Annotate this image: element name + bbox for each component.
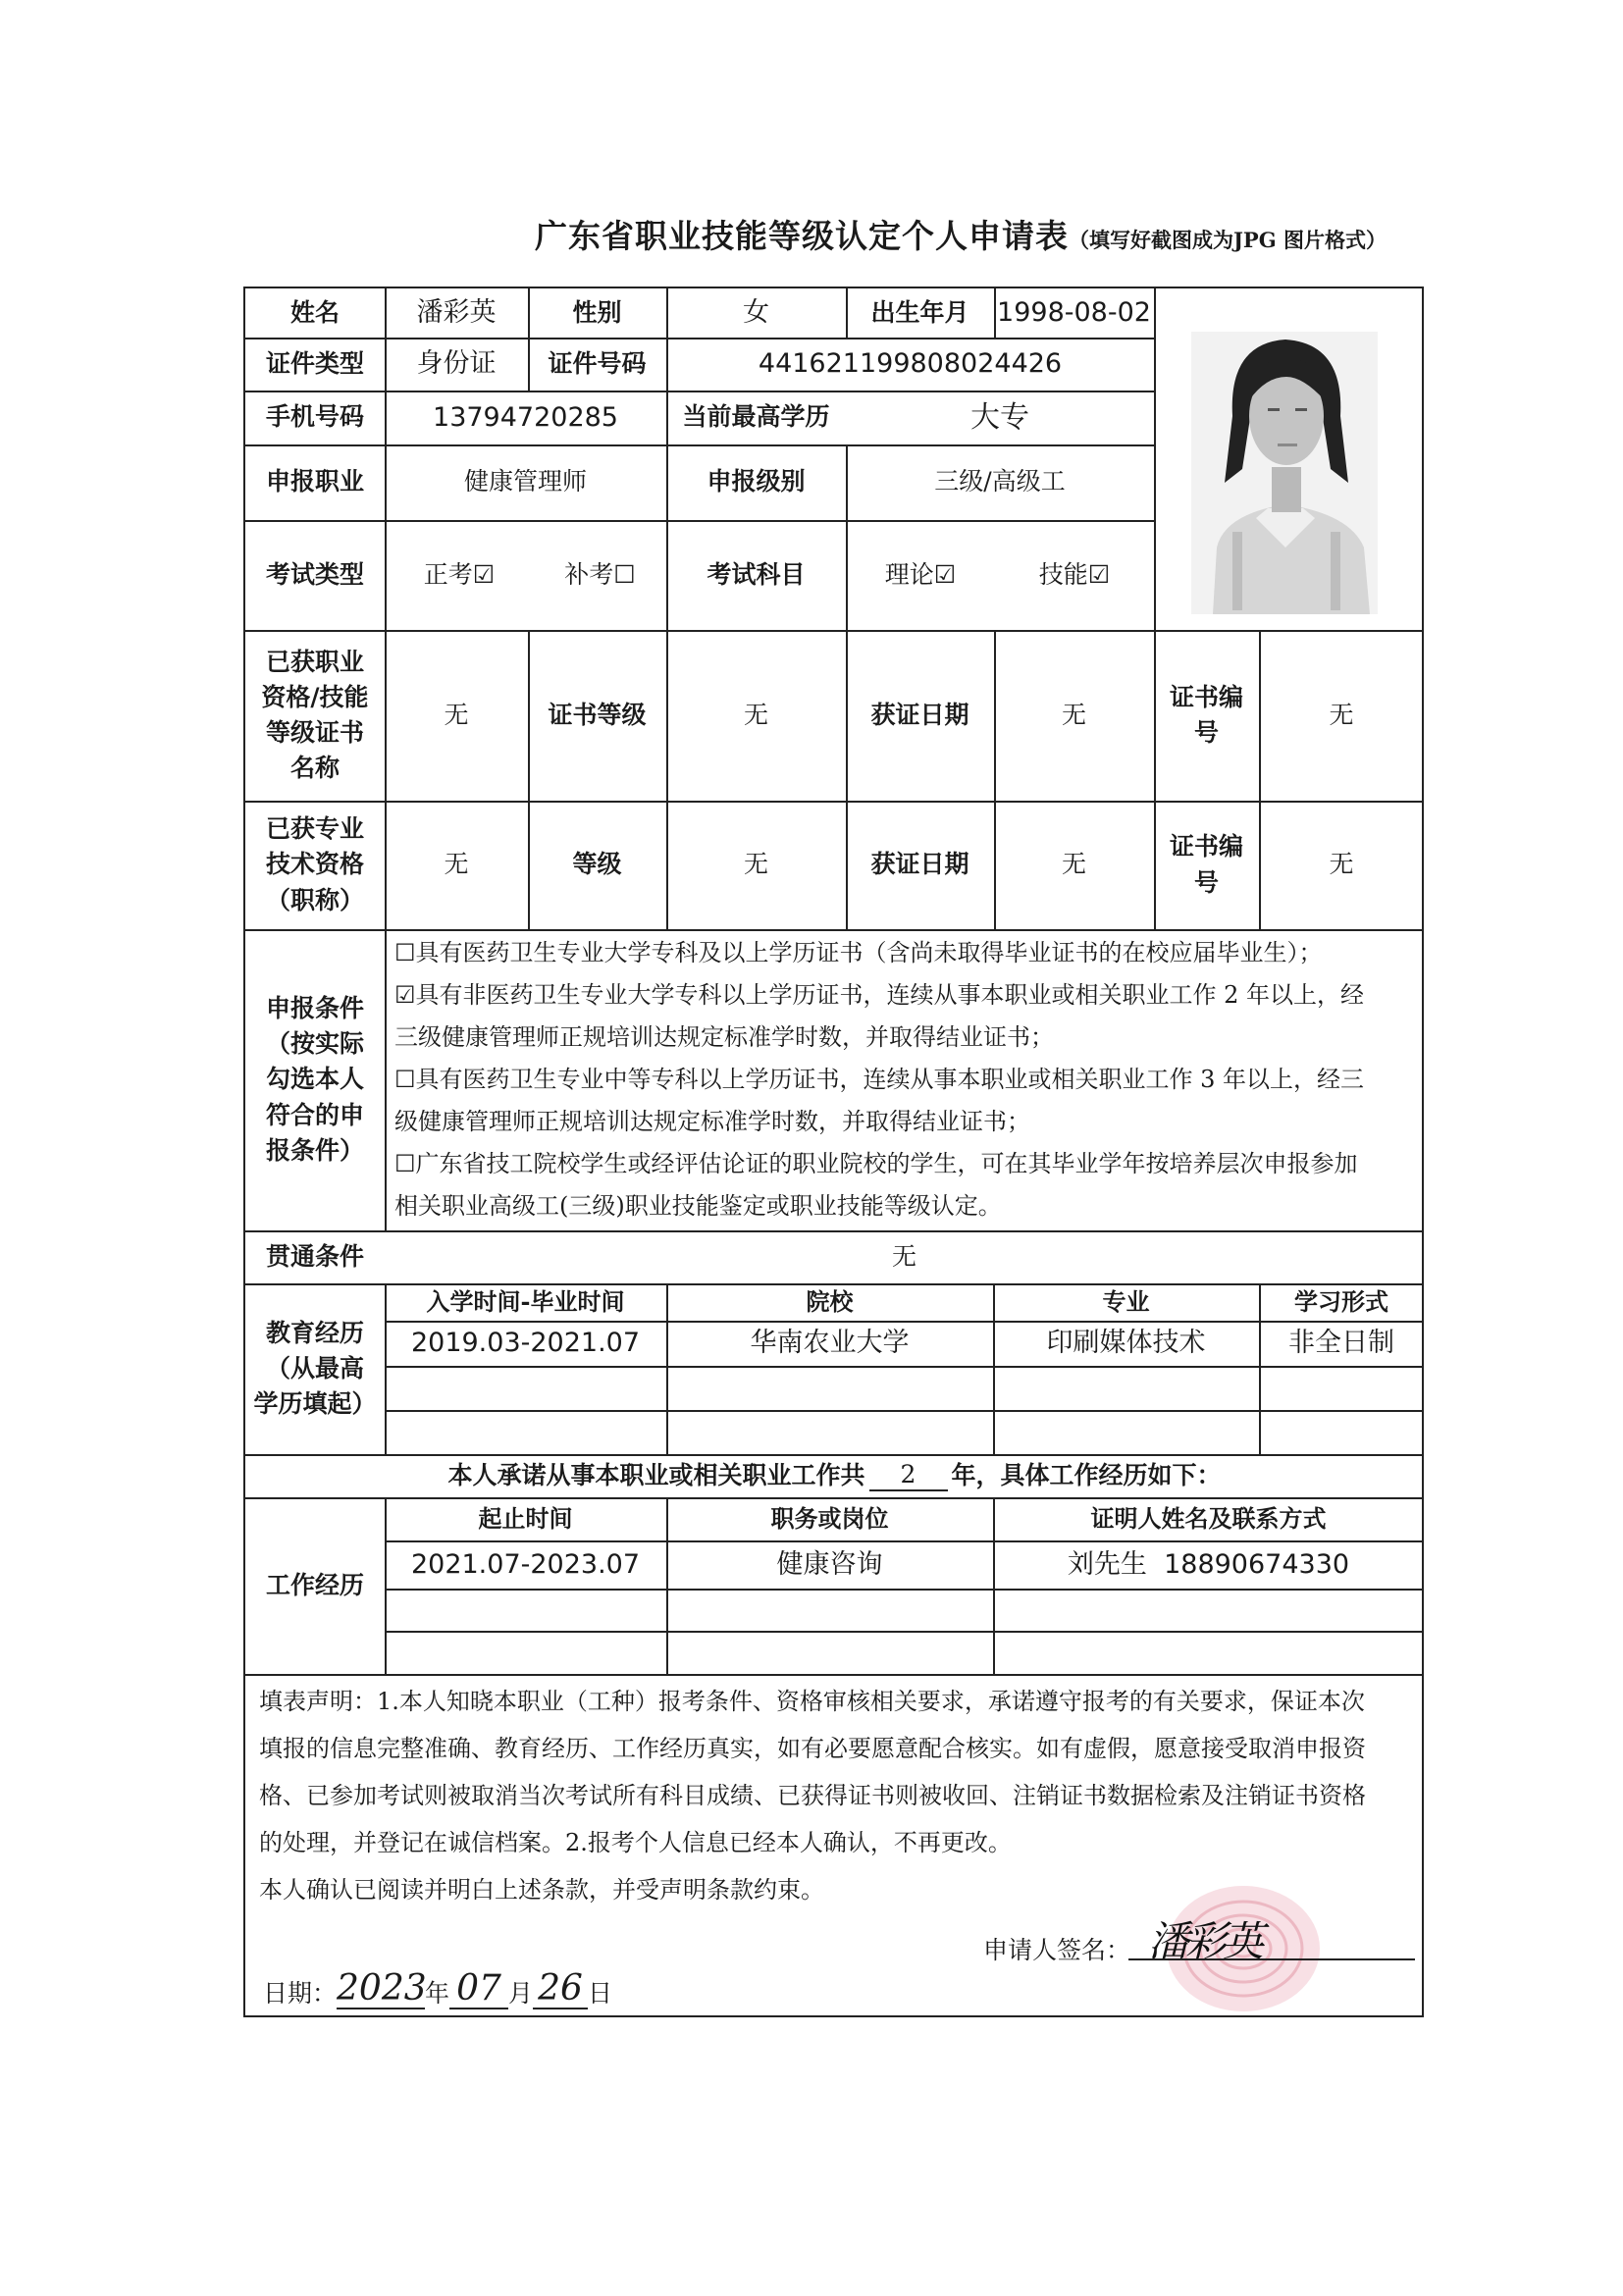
conditions-label-line: 申报条件 xyxy=(265,993,364,1022)
date-label: 日期： xyxy=(263,1979,338,2008)
work-period-cell[interactable] xyxy=(385,1631,666,1674)
declaration-line: 填表声明：1.本人知晓本职业（工种）报考条件、资格审核相关要求，承诺遵守报考的有关要求，保证本次 xyxy=(259,1688,1365,1715)
declaration-line: 格、已参加考试则被取消当次考试所有科目成绩、已获得证书则被收回、注销证书数据检索及注销证书资格 xyxy=(259,1782,1366,1809)
education-header-mode: 学习形式 xyxy=(1294,1286,1388,1316)
professional-cert-grade-label: 等级 xyxy=(572,850,622,879)
date-year-unit: 年 xyxy=(425,1979,450,2008)
professional-cert-date[interactable]: 无 xyxy=(1061,850,1086,879)
date-month-unit: 月 xyxy=(508,1979,534,2008)
education-school-cell[interactable] xyxy=(666,1366,993,1410)
conditions-label-line: 报条件） xyxy=(265,1135,364,1165)
work-period-cell[interactable] xyxy=(385,1589,666,1631)
vocational-cert-grade[interactable]: 无 xyxy=(743,700,768,729)
education-history-label-line: （从最高 xyxy=(265,1353,364,1383)
exam-regular-checkbox[interactable]: 正考☑ xyxy=(423,559,496,589)
professional-cert-no[interactable]: 无 xyxy=(1329,850,1354,879)
gender-label: 性别 xyxy=(572,297,622,327)
occupation-value[interactable]: 健康管理师 xyxy=(463,467,587,496)
work-reference-cell[interactable] xyxy=(993,1589,1424,1631)
vocational-cert-no-label-line: 号 xyxy=(1193,718,1219,747)
id-type-value[interactable]: 身份证 xyxy=(416,348,497,380)
vocational-cert-name[interactable]: 无 xyxy=(444,700,469,729)
condition-option-cont: 相关职业高级工(三级)职业技能鉴定或职业技能等级认定。 xyxy=(394,1192,1002,1220)
signature-label: 申请人签名： xyxy=(983,1936,1131,1964)
professional-cert-no-label xyxy=(1154,801,1259,929)
professional-cert-date-label: 获证日期 xyxy=(870,850,969,879)
work-position-cell[interactable]: 健康咨询 xyxy=(776,1548,883,1580)
form-title-note: （填写好截图成为JPG 图片格式） xyxy=(1069,228,1387,252)
name-label: 姓名 xyxy=(289,297,340,327)
theory-checkbox[interactable]: 理论☑ xyxy=(884,559,957,589)
education-mode-cell[interactable]: 非全日制 xyxy=(1288,1328,1394,1359)
occupation-label: 申报职业 xyxy=(265,467,364,496)
professional-cert-label xyxy=(245,801,385,929)
gender-value[interactable]: 女 xyxy=(743,297,769,329)
vocational-cert-label-line: 资格/技能 xyxy=(261,682,369,711)
date-row xyxy=(263,1970,612,2009)
application-form xyxy=(243,287,1424,2017)
commitment-years[interactable]: 2 xyxy=(869,1460,948,1491)
conditions-label-line: 符合的申 xyxy=(265,1100,364,1129)
education-mode-cell[interactable] xyxy=(1259,1366,1424,1410)
date-year[interactable]: 2023 xyxy=(337,1968,427,2009)
professional-cert-label-line: 技术资格 xyxy=(265,850,364,879)
form-title xyxy=(535,211,1387,257)
education-school-cell[interactable]: 华南农业大学 xyxy=(750,1328,910,1359)
vocational-cert-no-label-line: 证书编 xyxy=(1169,682,1243,711)
vocational-cert-label-line: 等级证书 xyxy=(265,718,364,747)
education-school-cell[interactable] xyxy=(666,1410,993,1454)
vocational-cert-label-line: 已获职业 xyxy=(265,647,364,676)
work-reference-cell[interactable] xyxy=(993,1631,1424,1674)
skill-checkbox[interactable]: 技能☑ xyxy=(1038,559,1111,589)
birth-label: 出生年月 xyxy=(870,297,969,327)
vocational-cert-no[interactable]: 无 xyxy=(1329,700,1354,729)
professional-cert-grade[interactable]: 无 xyxy=(743,850,768,879)
exam-makeup-checkbox[interactable]: 补考☐ xyxy=(564,559,636,589)
education-history-label-line: 学历填起） xyxy=(253,1389,377,1419)
vocational-cert-date[interactable]: 无 xyxy=(1061,700,1086,729)
level-label: 申报级别 xyxy=(707,467,806,496)
professional-cert-label-line: 已获专业 xyxy=(265,814,364,844)
work-position-cell[interactable] xyxy=(666,1589,993,1631)
applicant-signature[interactable]: 潘彩英 xyxy=(1148,1917,1261,1965)
education-history-label xyxy=(245,1283,385,1454)
declaration-line: 填报的信息完整准确、教育经历、工作经历真实，如有必要愿意配合核实。如有虚假，愿意接受取消申报资 xyxy=(259,1735,1366,1762)
education-period-cell[interactable] xyxy=(385,1410,666,1454)
education-header-period: 入学时间-毕业时间 xyxy=(426,1286,625,1316)
phone-value[interactable]: 13794720285 xyxy=(433,401,618,433)
vocational-cert-label-line: 名称 xyxy=(289,754,340,783)
education-history-label-line: 教育经历 xyxy=(265,1318,364,1347)
education-major-cell[interactable] xyxy=(993,1410,1259,1454)
id-type-label: 证件类型 xyxy=(265,348,364,378)
vocational-cert-grade-label: 证书等级 xyxy=(548,700,647,729)
date-day-unit: 日 xyxy=(588,1979,613,2008)
date-month[interactable]: 07 xyxy=(449,1970,508,2009)
condition-option-cont: 三级健康管理师正规培训达规定标准学时数，并取得结业证书； xyxy=(394,1023,1054,1051)
professional-cert-label-line: （职称） xyxy=(265,885,364,914)
vocational-cert-date-label: 获证日期 xyxy=(870,700,969,729)
conditions-label-line: （按实际 xyxy=(265,1029,364,1059)
exam-subject-label: 考试科目 xyxy=(707,559,806,589)
education-period-cell[interactable]: 2019.03-2021.07 xyxy=(410,1328,641,1359)
commitment-suffix: 年，具体工作经历如下： xyxy=(951,1460,1222,1489)
condition-option-cont: 级健康管理师正规培训达规定标准学时数，并取得结业证书； xyxy=(394,1108,1030,1135)
work-header-reference: 证明人姓名及联系方式 xyxy=(1090,1503,1327,1533)
declaration xyxy=(259,1678,1417,1913)
work-history-label: 工作经历 xyxy=(265,1570,364,1599)
education-major-cell[interactable] xyxy=(993,1366,1259,1410)
work-commitment xyxy=(245,1454,1424,1497)
work-header-position: 职务或岗位 xyxy=(770,1503,889,1533)
name-value[interactable]: 潘彩英 xyxy=(416,297,497,329)
work-position-cell[interactable] xyxy=(666,1631,993,1674)
commitment-prefix: 本人承诺从事本职业或相关职业工作共 xyxy=(447,1460,865,1489)
id-no-label: 证件号码 xyxy=(548,348,647,378)
work-reference-cell[interactable]: 刘先生 18890674330 xyxy=(1067,1548,1350,1580)
exam-type-label: 考试类型 xyxy=(265,559,364,589)
vocational-cert-no-label xyxy=(1154,630,1259,801)
education-major-cell[interactable]: 印刷媒体技术 xyxy=(1046,1328,1206,1359)
conditions-label xyxy=(245,929,385,1230)
conditions-label-line: 勾选本人 xyxy=(265,1065,364,1094)
education-mode-cell[interactable] xyxy=(1259,1410,1424,1454)
professional-cert-name[interactable]: 无 xyxy=(444,850,469,879)
condition-option[interactable]: ☐广东省技工院校学生或经评估论证的职业院校的学生，可在其毕业学年按培养层次申报参加 xyxy=(394,1150,1358,1177)
phone-label: 手机号码 xyxy=(265,402,364,432)
applicant-photo xyxy=(1156,290,1422,630)
declaration-line: 本人确认已阅读并明白上述条款，并受声明条款约束。 xyxy=(259,1876,824,1904)
work-header-period: 起止时间 xyxy=(478,1503,573,1533)
professional-cert-no-label-line: 证书编 xyxy=(1169,832,1243,861)
vocational-cert-label xyxy=(245,630,385,801)
education-header-school: 院校 xyxy=(806,1286,854,1316)
through-label: 贯通条件 xyxy=(265,1241,364,1271)
condition-option[interactable]: ☐具有医药卫生专业中等专科以上学历证书，连续从事本职业或相关职业工作 3 年以上，经三 xyxy=(394,1066,1365,1093)
work-period-cell[interactable]: 2021.07-2023.07 xyxy=(410,1548,641,1580)
education-period-cell[interactable] xyxy=(385,1366,666,1410)
date-day[interactable]: 26 xyxy=(533,1970,588,2009)
conditions-list xyxy=(394,932,1420,1227)
education-value[interactable]: 大专 xyxy=(970,399,1029,435)
education-header-major: 专业 xyxy=(1102,1286,1150,1316)
level-value[interactable]: 三级/高级工 xyxy=(934,467,1066,496)
id-no-value[interactable]: 441621199808024426 xyxy=(758,348,1063,380)
through-value[interactable]: 无 xyxy=(891,1241,916,1271)
form-title-main: 广东省职业技能等级认定个人申请表 xyxy=(535,217,1069,255)
education-label: 当前最高学历 xyxy=(682,402,830,432)
professional-cert-no-label-line: 号 xyxy=(1193,867,1219,897)
birth-value[interactable]: 1998-08-02 xyxy=(997,297,1151,329)
declaration-line: 的处理，并登记在诚信档案。2.报考个人信息已经本人确认，不再更改。 xyxy=(259,1829,1012,1856)
condition-option[interactable]: ☑具有非医药卫生专业大学专科以上学历证书，连续从事本职业或相关职业工作 2 年以上，经 xyxy=(394,981,1365,1009)
condition-option[interactable]: ☐具有医药卫生专业大学专科及以上学历证书（含尚未取得毕业证书的在校应届毕业生）； xyxy=(394,939,1323,966)
